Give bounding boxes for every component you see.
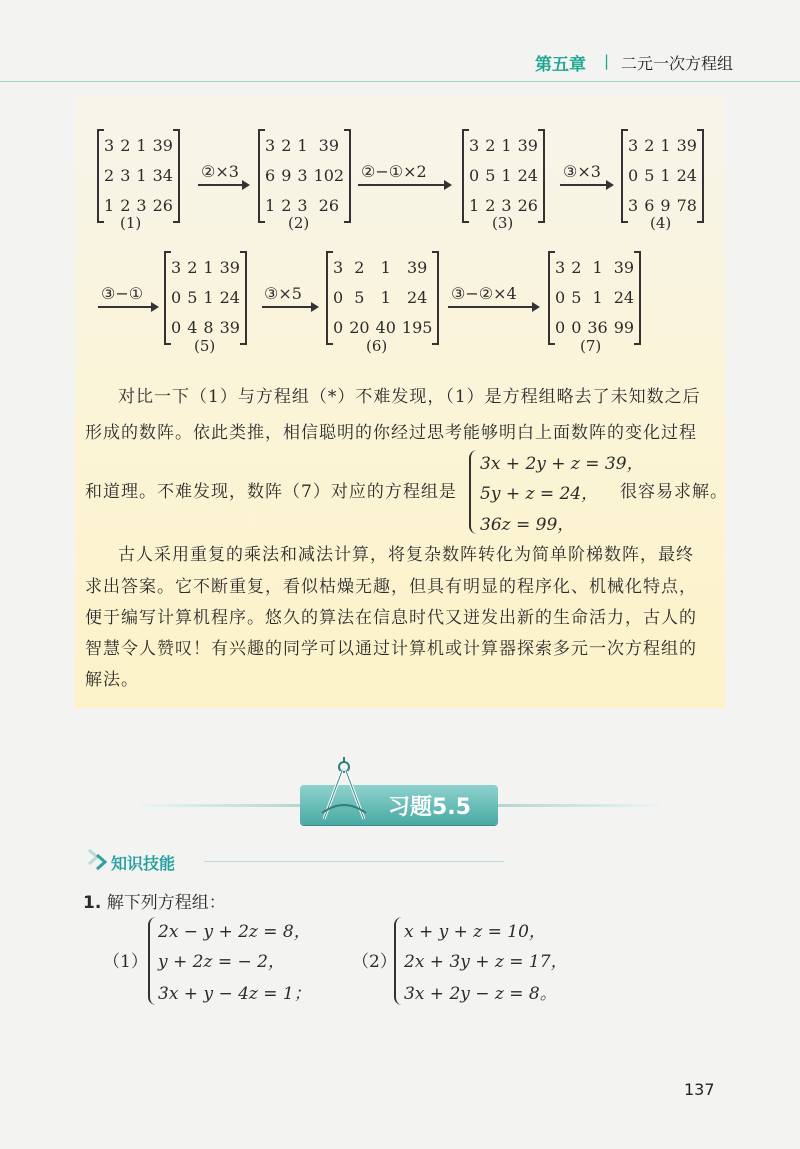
matrix-cell: 2	[644, 136, 655, 155]
matrix-cell: 1	[136, 166, 147, 185]
chevron-right-icon	[87, 848, 109, 872]
matrix-cell: 3	[555, 258, 566, 277]
matrix-cell: 8	[203, 318, 214, 337]
matrix-cell: 2	[281, 196, 292, 215]
paragraph-line: 古人采用重复的乘法和减法计算，将复杂数阵转化为简单阶梯数阵，最终	[118, 545, 694, 565]
matrix-cell: 36	[587, 318, 608, 337]
matrix-cell: 39	[407, 258, 428, 277]
system-equation: 2x + 3y + z = 17，	[404, 952, 568, 972]
paragraph-line: 和道理。不难发现，数阵（7）对应的方程组是	[85, 482, 457, 502]
matrix-cell: 39	[152, 136, 173, 155]
matrix-cell: 3	[171, 258, 182, 277]
matrix-cell: 5	[485, 166, 496, 185]
matrix-label-3: (3)	[492, 214, 514, 232]
matrix-3	[462, 129, 545, 223]
matrix-5	[164, 251, 247, 345]
matrix-cell: 39	[318, 136, 340, 155]
matrix-cell: 0	[171, 288, 182, 307]
section-rule	[204, 861, 504, 862]
matrix-cell: 24	[676, 166, 697, 185]
matrix-cell: 3	[628, 196, 639, 215]
system-equation: x + y + z = 10，	[404, 922, 546, 942]
matrix-cell: 3	[297, 196, 308, 215]
matrix-cell: 2	[120, 136, 131, 155]
matrix-cell: 2	[354, 258, 365, 277]
matrix-cell: 102	[313, 166, 345, 185]
matrix-cell: 1	[501, 166, 512, 185]
paragraph-line: 很容易求解。	[620, 482, 728, 502]
operation-5: ③×5	[264, 284, 302, 303]
matrix-cell: 2	[187, 258, 198, 277]
matrix-cell: 24	[407, 288, 428, 307]
chapter-separator: |	[604, 52, 610, 70]
matrix-cell: 1	[592, 258, 603, 277]
matrix-6	[326, 251, 439, 345]
system-brace	[469, 450, 477, 534]
matrix-cell: 39	[517, 136, 538, 155]
operation-2: ②−①×2	[361, 162, 427, 181]
subquestion-label-2: （2）	[352, 952, 397, 972]
matrix-cell: 26	[318, 196, 340, 215]
matrix-cell: 4	[187, 318, 198, 337]
system-equation: 36z = 99，	[480, 515, 575, 535]
operation-4: ③−①	[101, 284, 144, 303]
matrix-cell: 1	[380, 288, 391, 307]
matrix-cell: 5	[644, 166, 655, 185]
matrix-cell: 1	[136, 136, 147, 155]
system-brace	[148, 917, 156, 1005]
matrix-cell: 9	[281, 166, 292, 185]
system-equation: 2x − y + 2z = 8，	[158, 922, 311, 942]
matrix-4	[621, 129, 704, 223]
paragraph-line: 求出答案。它不断重复，看似枯燥无趣，但具有明显的程序化、机械化特点，	[85, 577, 697, 597]
matrix-cell: 3	[628, 136, 639, 155]
matrix-cell: 5	[187, 288, 198, 307]
matrix-cell: 39	[219, 258, 240, 277]
system-equation: 5y + z = 24，	[480, 484, 599, 504]
matrix-cell: 3	[469, 136, 480, 155]
matrix-cell: 1	[501, 136, 512, 155]
matrix-cell: 20	[349, 318, 370, 337]
question-number: 1.	[83, 893, 102, 913]
matrix-label-2: (2)	[288, 214, 310, 232]
matrix-cell: 2	[104, 166, 115, 185]
page-number: 137	[684, 1080, 715, 1099]
matrix-cell: 40	[375, 318, 396, 337]
section-title: 知识技能	[111, 854, 176, 873]
matrix-cell: 1	[660, 166, 671, 185]
matrix-cell: 0	[333, 288, 344, 307]
matrix-cell: 3	[120, 166, 131, 185]
system-brace	[394, 917, 402, 1005]
matrix-cell: 39	[613, 258, 635, 277]
system-equation: 3x + 2y + z = 39，	[480, 454, 644, 474]
arrow-1	[198, 184, 248, 186]
matrix-cell: 6	[644, 196, 655, 215]
compass-icon	[318, 757, 370, 829]
matrix-cell: 195	[401, 318, 433, 337]
operation-3: ③×3	[563, 162, 601, 181]
matrix-cell: 1	[592, 288, 603, 307]
matrix-cell: 3	[501, 196, 512, 215]
system-equation: y + 2z = − 2，	[158, 952, 285, 972]
arrow-3	[560, 184, 612, 186]
matrix-cell: 5	[354, 288, 365, 307]
matrix-7	[548, 251, 641, 345]
matrix-cell: 3	[333, 258, 344, 277]
matrix-cell: 34	[152, 166, 173, 185]
arrow-2	[358, 184, 450, 186]
matrix-cell: 99	[613, 318, 635, 337]
matrix-cell: 24	[219, 288, 240, 307]
matrix-cell: 1	[203, 288, 214, 307]
matrix-cell: 0	[171, 318, 182, 337]
matrix-cell: 1	[104, 196, 115, 215]
system-equation: 3x + y − 4z = 1；	[158, 984, 311, 1004]
matrix-cell: 26	[517, 196, 538, 215]
matrix-2	[258, 129, 351, 223]
matrix-cell: 24	[517, 166, 538, 185]
matrix-cell: 3	[136, 196, 147, 215]
matrix-cell: 2	[281, 136, 292, 155]
matrix-cell: 1	[380, 258, 391, 277]
matrix-1	[97, 129, 180, 223]
matrix-label-6: (6)	[366, 337, 388, 355]
matrix-cell: 3	[297, 166, 308, 185]
matrix-cell: 3	[104, 136, 115, 155]
matrix-cell: 9	[660, 196, 671, 215]
matrix-cell: 1	[660, 136, 671, 155]
arrow-5	[262, 306, 317, 308]
matrix-cell: 2	[485, 136, 496, 155]
matrix-cell: 0	[555, 288, 566, 307]
matrix-cell: 78	[676, 196, 697, 215]
subquestion-label-1: （1）	[103, 952, 148, 972]
matrix-cell: 1	[469, 196, 480, 215]
chapter-title: 二元一次方程组	[621, 54, 734, 73]
matrix-cell: 24	[613, 288, 635, 307]
paragraph-line: 便于编写计算机程序。悠久的算法在信息时代又迸发出新的生命活力，古人的	[85, 608, 697, 628]
matrix-cell: 0	[555, 318, 566, 337]
paragraph-line: 形成的数阵。依此类推，相信聪明的你经过思考能够明白上面数阵的变化过程	[85, 423, 697, 443]
matrix-label-4: (4)	[650, 214, 672, 232]
matrix-label-7: (7)	[580, 337, 602, 355]
matrix-cell: 39	[219, 318, 240, 337]
system-equation: 3x + 2y − z = 8。	[404, 984, 557, 1004]
matrix-cell: 0	[469, 166, 480, 185]
chapter-number: 第五章	[535, 55, 586, 75]
matrix-cell: 6	[265, 166, 276, 185]
arrow-4	[98, 306, 157, 308]
arrow-6	[448, 306, 538, 308]
question-text: 解下列方程组：	[106, 893, 226, 913]
operation-1: ②×3	[201, 162, 239, 181]
matrix-cell: 1	[265, 196, 276, 215]
matrix-cell: 1	[297, 136, 308, 155]
matrix-cell: 39	[676, 136, 697, 155]
matrix-cell: 0	[628, 166, 639, 185]
header-rule	[0, 81, 800, 82]
paragraph-line: 对比一下（1）与方程组（*）不难发现，（1）是方程组略去了未知数之后	[118, 387, 701, 407]
question-1	[83, 888, 226, 913]
matrix-cell: 26	[152, 196, 173, 215]
matrix-cell: 1	[203, 258, 214, 277]
matrix-cell: 0	[571, 318, 582, 337]
matrix-cell: 2	[571, 258, 582, 277]
operation-6: ③−②×4	[451, 284, 517, 303]
paragraph-line: 解法。	[85, 670, 139, 690]
exercise-title: 习题5.5	[388, 795, 471, 820]
matrix-cell: 0	[333, 318, 344, 337]
matrix-cell: 3	[265, 136, 276, 155]
matrix-label-1: (1)	[120, 214, 142, 232]
matrix-cell: 5	[571, 288, 582, 307]
matrix-cell: 2	[120, 196, 131, 215]
matrix-cell: 2	[485, 196, 496, 215]
matrix-label-5: (5)	[194, 337, 216, 355]
paragraph-line: 智慧令人赞叹！有兴趣的同学可以通过计算机或计算器探索多元一次方程组的	[85, 639, 697, 659]
